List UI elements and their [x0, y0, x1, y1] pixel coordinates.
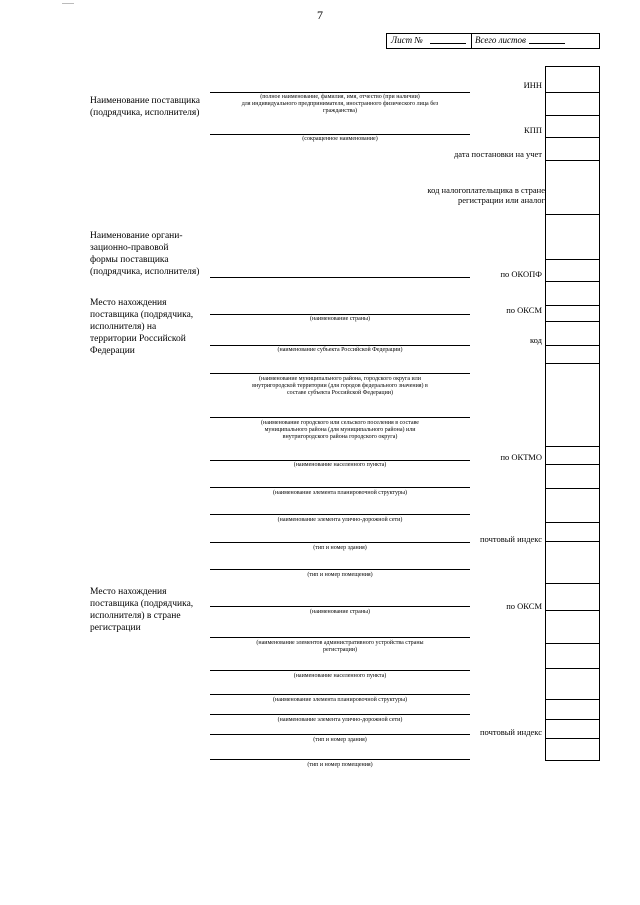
- location-reg-label: Место нахождения поставщика (подрядчика, исполнителя) в стране регистрации: [90, 587, 194, 633]
- kod-label: код: [529, 335, 542, 345]
- top-mark: [62, 3, 74, 4]
- country2-caption: (наименование страны): [309, 609, 371, 615]
- oksm2-label: по ОКСМ: [506, 601, 542, 611]
- oksm-label: по ОКСМ: [506, 305, 542, 315]
- municipal-caption: (наименование муниципального района, городского округа или внутригородской территории (для городов федерального значения) в составе субъекта Российской Федерации): [252, 376, 428, 396]
- tax-code-label: код налогоплательщика в стране регистрации или аналог: [427, 185, 545, 205]
- planning-line[interactable]: [210, 487, 470, 488]
- country2-line[interactable]: [210, 606, 470, 607]
- building2-line[interactable]: [210, 734, 470, 735]
- short-name-line[interactable]: [210, 134, 470, 135]
- admin-units-caption: (наименование элементов административного устройства страны регистрации): [256, 640, 424, 653]
- inn-label: ИНН: [523, 80, 542, 90]
- country-caption: (наименование страны): [309, 316, 371, 322]
- page-number: 7: [317, 8, 323, 22]
- location-rf-label: Место нахождения поставщика (подрядчика, исполнителя) на территории Российской Федерации: [90, 298, 194, 356]
- planning2-line[interactable]: [210, 694, 470, 695]
- subject-rf-caption: (наименование субъекта Российской Федерации): [277, 347, 403, 353]
- admin-units-line[interactable]: [210, 637, 470, 638]
- settlement-line[interactable]: [210, 417, 470, 418]
- room2-line[interactable]: [210, 759, 470, 760]
- planning2-caption: (наименование элемента планировочной структуры): [273, 697, 407, 703]
- street-caption: (наименование элемента улично-дорожной сети): [277, 517, 403, 523]
- oktmo-label: по ОКТМО: [500, 452, 542, 462]
- sheet-number-field[interactable]: [430, 43, 466, 44]
- reg-date-label: дата постановки на учет: [453, 149, 542, 159]
- org-form-line[interactable]: [210, 277, 470, 278]
- municipal-line[interactable]: [210, 373, 470, 374]
- total-sheets-label: Всего листов: [475, 35, 526, 45]
- supplier-name-label: Наименование поставщика (подрядчика, исполнителя): [90, 96, 200, 118]
- planning-caption: (наименование элемента планировочной структуры): [273, 490, 407, 496]
- okopf-label: по ОКОПФ: [500, 269, 542, 279]
- short-name-caption: (сокращенное наименование): [302, 136, 378, 142]
- room-caption: (тип и номер помещения): [307, 572, 373, 578]
- room2-caption: (тип и номер помещения): [307, 762, 373, 768]
- country-line[interactable]: [210, 314, 470, 315]
- code-cells-column[interactable]: [545, 66, 600, 761]
- settlement-caption: (наименование городского или сельского поселения в составе муниципального района (для муниципального района) или внутригородского района городского округа): [261, 420, 419, 440]
- building2-caption: (тип и номер здания): [313, 737, 367, 743]
- locality2-caption: (наименование населенного пункта): [293, 673, 387, 679]
- building-caption: (тип и номер здания): [313, 545, 367, 551]
- locality-caption: (наименование населенного пункта): [293, 462, 387, 468]
- street2-caption: (наименование элемента улично-дорожной сети): [277, 717, 403, 723]
- full-name-caption: (полное наименование, фамилия, имя, отчество (при наличии) для индивидуального предпринимателя, иностранного физического лица без гражданства): [241, 94, 439, 114]
- street-line[interactable]: [210, 514, 470, 515]
- full-name-line[interactable]: [210, 92, 470, 93]
- locality-line[interactable]: [210, 460, 470, 461]
- street2-line[interactable]: [210, 714, 470, 715]
- sheet-number-label: Лист №: [391, 35, 423, 45]
- org-form-label: Наименование органи- зационно-правовой формы поставщика (подрядчика, исполнителя): [90, 231, 200, 277]
- total-sheets-field[interactable]: [529, 43, 565, 44]
- subject-rf-line[interactable]: [210, 345, 470, 346]
- postal-label: почтовый индекс: [480, 534, 542, 544]
- building-line[interactable]: [210, 542, 470, 543]
- postal2-label: почтовый индекс: [480, 727, 542, 737]
- sheet-info-box: [386, 33, 600, 49]
- room-line[interactable]: [210, 569, 470, 570]
- kpp-label: КПП: [524, 125, 542, 135]
- locality2-line[interactable]: [210, 670, 470, 671]
